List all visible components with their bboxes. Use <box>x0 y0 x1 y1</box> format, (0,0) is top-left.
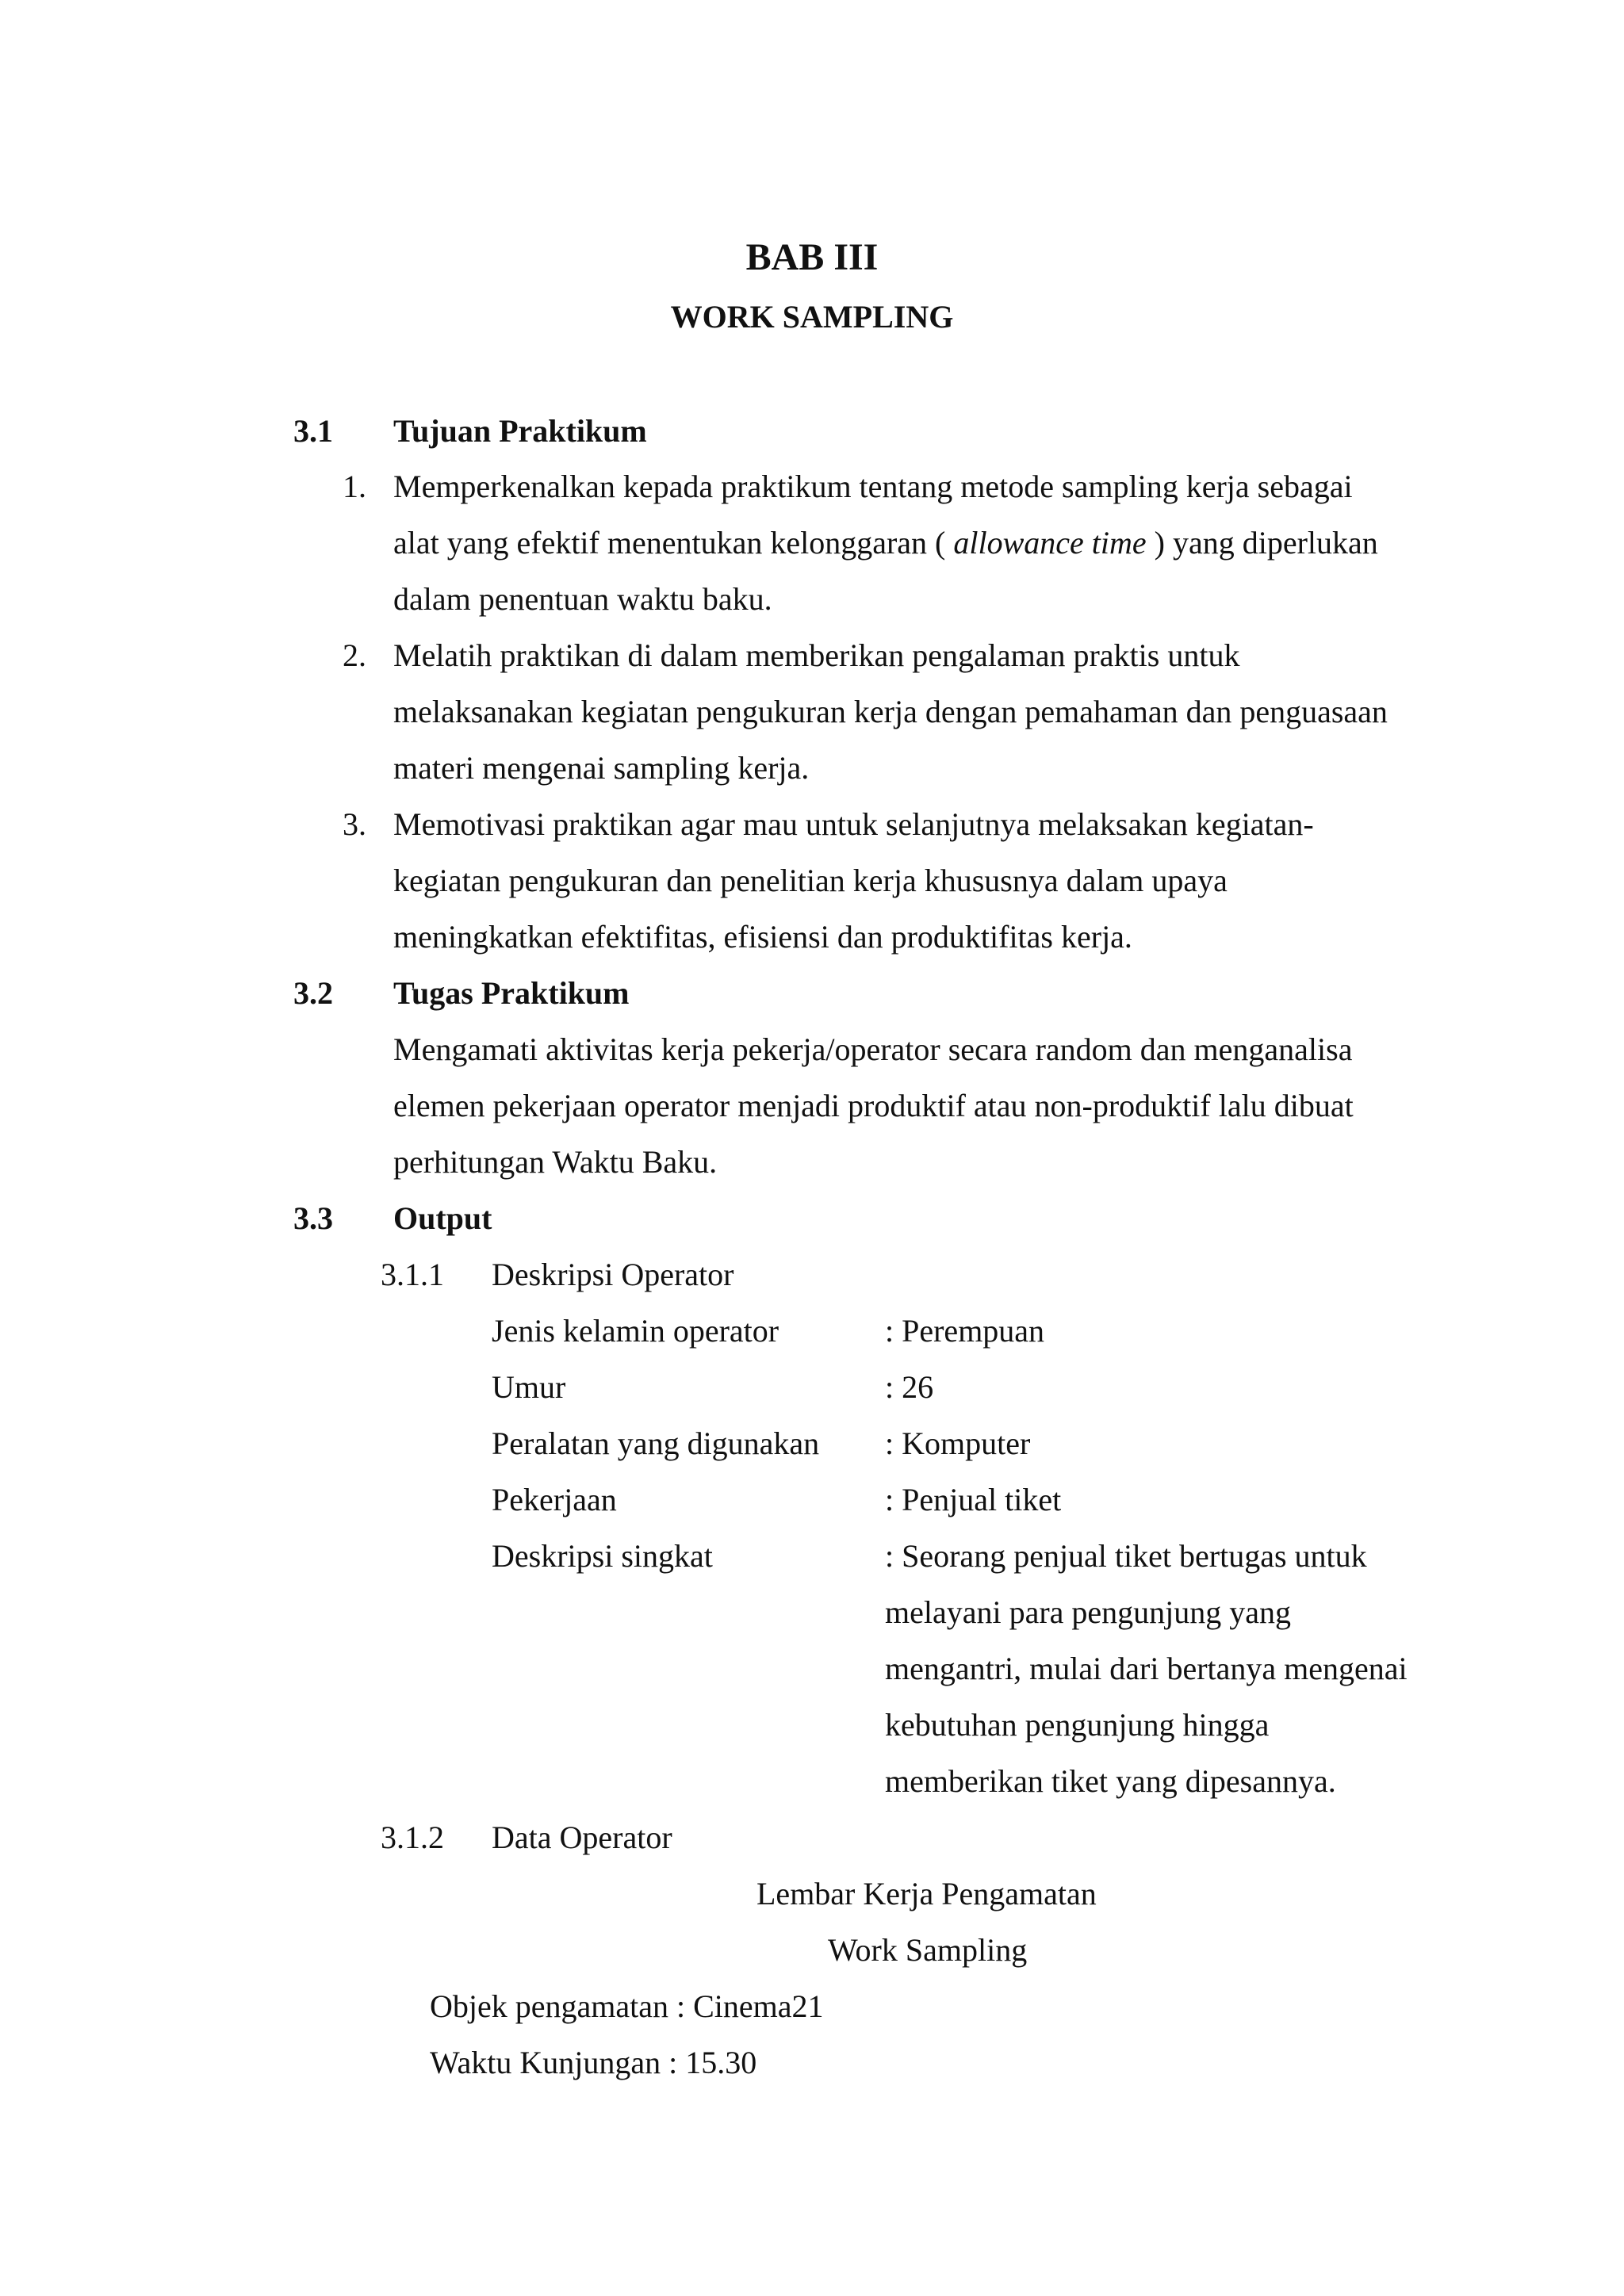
section-3-3-number: 3.3 <box>293 1200 333 1236</box>
field-value: : Perempuan <box>885 1313 1045 1349</box>
section-3-2-number: 3.2 <box>293 975 333 1011</box>
paragraph-line: perhitungan Waktu Baku. <box>393 1144 718 1180</box>
list-item-line: Memperkenalkan kepada praktikum tentang metode sampling kerja sebagai <box>393 469 1353 504</box>
field-value: : 26 <box>885 1369 934 1405</box>
field-value: : Penjual tiket <box>885 1482 1062 1517</box>
subsection-3-1-2-number: 3.1.2 <box>381 1820 444 1855</box>
list-item-line: melaksanakan kegiatan pengukuran kerja dengan pemahaman dan penguasaan <box>393 694 1388 729</box>
section-3-2-title: Tugas Praktikum <box>393 975 630 1011</box>
field-label: Pekerjaan <box>492 1482 617 1517</box>
paragraph-line: Mengamati aktivitas kerja pekerja/operator secara random dan menganalisa <box>393 1031 1353 1067</box>
field-label: Deskripsi singkat <box>492 1538 713 1574</box>
field-value: kebutuhan pengunjung hingga <box>885 1707 1270 1743</box>
worksheet-subtitle: Work Sampling <box>828 1932 1028 1968</box>
list-item-line: materi mengenai sampling kerja. <box>393 750 810 786</box>
list-item-marker: 3. <box>343 806 366 842</box>
chapter-title: WORK SAMPLING <box>670 299 954 335</box>
list-item-line <box>393 524 1378 562</box>
list-item-line: Memotivasi praktikan agar mau untuk selanjutnya melaksakan kegiatan- <box>393 806 1314 842</box>
section-3-3-title: Output <box>393 1200 492 1236</box>
list-item-line: kegiatan pengukuran dan penelitian kerja khususnya dalam upaya <box>393 863 1228 898</box>
paragraph-line: elemen pekerjaan operator menjadi produktif atau non-produktif lalu dibuat <box>393 1088 1354 1123</box>
worksheet-title: Lembar Kerja Pengamatan <box>756 1876 1097 1911</box>
section-3-1-title: Tujuan Praktikum <box>393 413 647 449</box>
subsection-3-1-2-title: Data Operator <box>492 1820 672 1855</box>
chapter-heading: BAB III <box>745 236 879 278</box>
field-value: melayani para pengunjung yang <box>885 1594 1292 1630</box>
italic-term: allowance time <box>953 525 1147 561</box>
field-value: mengantri, mulai dari bertanya mengenai <box>885 1651 1408 1686</box>
field-value: memberikan tiket yang dipesannya. <box>885 1763 1336 1799</box>
field-value: : Seorang penjual tiket bertugas untuk <box>885 1538 1367 1574</box>
visit-time: Waktu Kunjungan : 15.30 <box>430 2045 757 2080</box>
field-label: Jenis kelamin operator <box>492 1313 779 1349</box>
field-label: Peralatan yang digunakan <box>492 1425 820 1461</box>
list-item-marker: 2. <box>343 637 366 673</box>
list-item-line: dalam penentuan waktu baku. <box>393 581 772 617</box>
observation-object: Objek pengamatan : Cinema21 <box>430 1988 824 2024</box>
text-run: alat yang efektif menentukan kelonggaran ( <box>393 525 946 561</box>
section-3-1-number: 3.1 <box>293 413 333 449</box>
list-item-line: Melatih praktikan di dalam memberikan pengalaman praktis untuk <box>393 637 1240 673</box>
list-item-line: meningkatkan efektifitas, efisiensi dan produktifitas kerja. <box>393 919 1132 955</box>
field-value: : Komputer <box>885 1425 1031 1461</box>
text-run: ) yang diperlukan <box>1154 525 1378 561</box>
list-item-marker: 1. <box>343 469 366 504</box>
subsection-3-1-1-number: 3.1.1 <box>381 1257 444 1292</box>
subsection-3-1-1-title: Deskripsi Operator <box>492 1257 734 1292</box>
field-label: Umur <box>492 1369 566 1405</box>
